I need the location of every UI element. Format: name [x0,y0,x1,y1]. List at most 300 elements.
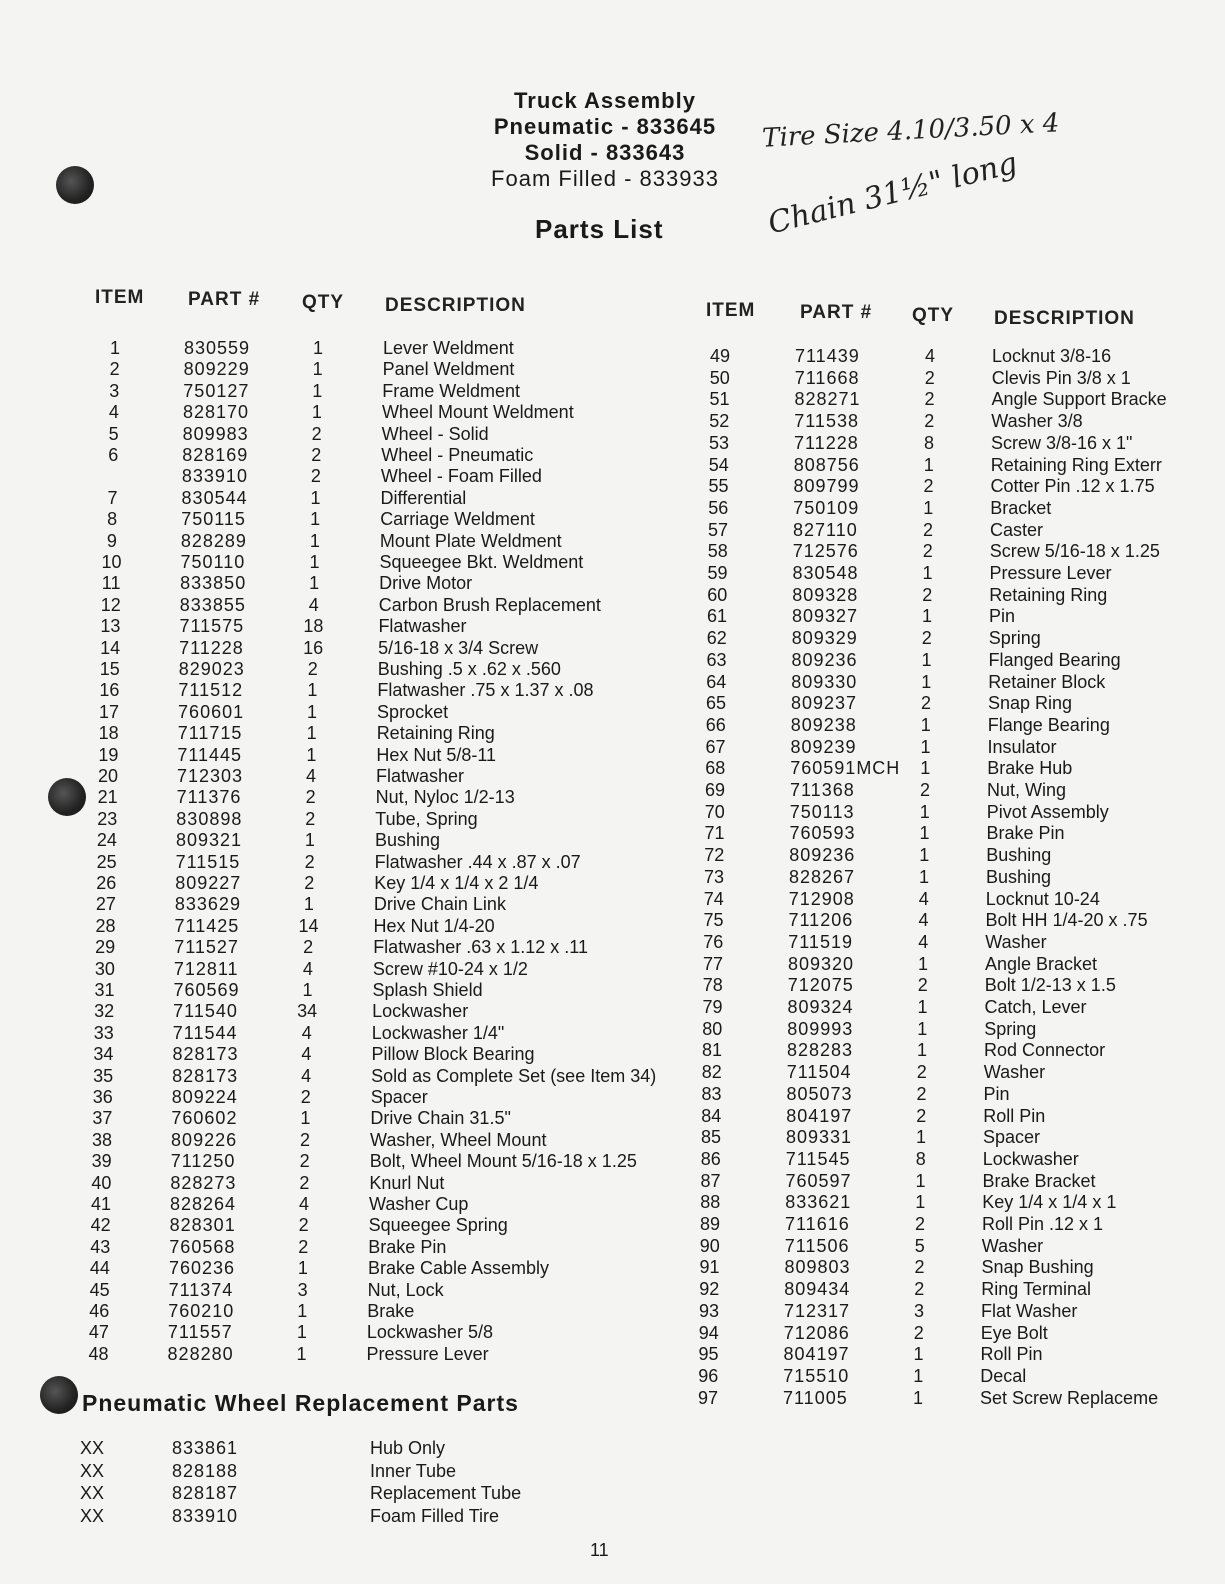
part-number-cell: 804197 [786,1105,853,1126]
description-cell: Brake Hub [987,758,1073,779]
qty-cell: 34 [297,1001,318,1022]
qty-cell: 2 [310,466,321,487]
description-cell: Squeegee Bkt. Weldment [379,552,584,572]
description-cell: Locknut 10-24 [985,888,1100,909]
description-cell: Nut, Lock [367,1279,444,1300]
description-cell: Retaining Ring [376,723,495,744]
part-number-cell: 829023 [178,659,245,679]
qty-cell: 4 [308,594,319,615]
description-cell: Washer [985,931,1047,952]
qty-cell: 2 [307,659,318,679]
qty-cell: 1 [916,1040,927,1061]
part-number-cell: 711515 [175,851,241,872]
qty-cell: 2 [913,1322,924,1343]
qty-cell: 2 [914,1257,925,1278]
column-header-qty: QTY [912,305,955,326]
description-cell: Bushing .5 x .62 x .560 [377,659,561,679]
item-cell: 73 [703,866,725,887]
qty-cell: 1 [923,454,934,475]
description-cell: Retainer Block [988,671,1106,692]
description-cell: Lever Weldment [383,338,514,358]
description-cell: Lockwasher 5/8 [366,1322,493,1343]
qty-cell: 1 [309,530,320,551]
description-cell: Lockwasher [372,1001,469,1022]
item-cell: 91 [699,1257,720,1278]
description-cell: Frame Weldment [382,380,521,401]
qty-cell: 2 [300,1129,311,1150]
description-cell: Nut, Wing [987,780,1067,800]
description-cell: Washer, Wheel Mount [370,1129,547,1150]
title-block [440,88,770,192]
description-cell: Brake Cable Assembly [367,1258,550,1279]
part-number-cell: 760210 [168,1301,235,1321]
part-number-cell: 809327 [792,606,859,627]
page-title: Parts List [535,214,664,244]
part-number-cell: 828289 [180,530,247,551]
part-number-cell: 711206 [788,910,854,931]
item-cell: 85 [700,1127,722,1148]
item-cell: 31 [94,980,115,1000]
item-cell: 49 [709,346,731,366]
part-number-cell: 827110 [793,519,858,540]
description-cell: Insulator [987,736,1057,757]
part-number-cell: 809226 [171,1129,238,1150]
part-number-cell: 828301 [169,1215,236,1236]
item-cell: 36 [92,1087,113,1107]
qty-cell: 4 [302,958,313,979]
qty-cell: 4 [924,346,935,366]
part-number-cell: 711557 [167,1322,233,1343]
item-cell: 38 [92,1129,113,1150]
item-cell: 69 [704,780,726,800]
part-number-cell: 711439 [795,346,860,366]
item-cell: 44 [89,1258,110,1279]
description-cell: Bolt, Wheel Mount 5/16-18 x 1.25 [369,1151,637,1172]
qty-cell: 1 [309,552,320,572]
title-line: Solid - 833643 [524,140,686,165]
item-cell: 97 [697,1387,719,1408]
item-cell: 25 [96,851,117,872]
qty-cell: 4 [918,888,929,909]
part-number-cell: 833621 [785,1192,852,1213]
qty-cell: 1 [312,338,323,358]
part-number-cell: 828187 [172,1483,239,1503]
qty-cell: 4 [305,766,316,786]
description-cell: Washer 3/8 [991,411,1083,432]
description-cell: Catch, Lever [984,997,1087,1017]
qty-cell: 1 [913,1344,924,1365]
column-header-description: DESCRIPTION [994,308,1135,329]
part-number-cell: 830544 [181,487,248,508]
part-number-cell: 750127 [183,380,250,401]
description-cell: Flatwasher .75 x 1.37 x .08 [377,680,594,701]
qty-cell: 2 [300,1087,311,1107]
part-number-cell: 711512 [178,680,244,701]
part-number-cell: 760591MCH [790,758,901,779]
qty-cell: 5 [914,1235,925,1256]
item-cell: 15 [99,659,120,679]
part-number-cell: 760568 [169,1236,236,1257]
item-cell: 2 [109,359,120,380]
qty-cell: 2 [305,787,316,808]
item-cell: 27 [95,894,116,915]
qty-cell: 4 [301,1065,312,1086]
qty-cell: 1 [921,671,932,692]
item-cell: XX [79,1438,104,1458]
part-number-cell: 750113 [789,801,855,822]
item-cell: 42 [90,1215,111,1236]
description-cell: Pin [983,1083,1010,1104]
item-cell: 8 [107,509,118,530]
qty-cell: 2 [917,975,928,996]
description-cell: Ring Terminal [981,1279,1091,1300]
qty-cell: 1 [306,744,317,765]
part-number-cell: 711538 [794,411,859,432]
part-number-cell: 750115 [181,509,246,530]
description-cell: Sprocket [377,701,449,722]
part-number-cell: 809320 [788,953,855,974]
item-cell: 64 [706,671,727,692]
part-number-cell: 711519 [788,931,853,952]
item-cell: 9 [106,530,117,551]
part-number-cell: 809328 [792,584,859,605]
item-cell: 56 [708,497,729,518]
item-cell: 62 [706,628,727,649]
item-cell: 45 [89,1279,110,1300]
description-cell: Angle Support Bracke [991,389,1167,410]
description-cell: Flatwasher [378,616,467,637]
qty-cell: 1 [312,359,323,380]
item-cell: 57 [707,519,729,540]
part-number-cell: 809993 [787,1018,854,1039]
item-cell: 28 [95,915,116,936]
item-cell: 58 [707,541,728,562]
description-cell: Pressure Lever [989,563,1112,583]
title-line: Truck Assembly [514,88,696,113]
handwritten-note: Tire Size 4.10/3.50 x 4 [761,108,1061,154]
qty-cell: 2 [303,937,314,958]
qty-cell: 4 [918,910,929,931]
description-cell: Pillow Block Bearing [371,1044,535,1065]
qty-cell: 2 [298,1236,309,1257]
description-cell: Mount Plate Weldment [379,530,562,551]
description-cell: Knurl Nut [369,1172,445,1193]
part-number-cell: 711540 [173,1001,238,1022]
description-cell: Differential [380,487,467,508]
qty-cell: 1 [920,714,931,735]
description-cell: Bushing [986,866,1052,887]
part-number-cell: 830898 [176,808,243,829]
description-cell: Screw #10-24 x 1/2 [372,958,528,979]
qty-cell: 2 [922,541,933,562]
part-number-cell: 809324 [787,997,854,1017]
description-cell: Flatwasher .44 x .87 x .07 [374,851,581,872]
qty-cell: 14 [298,915,319,936]
qty-cell: 1 [310,487,321,508]
description-cell: Retaining Ring Exterr [990,454,1162,475]
qty-cell: 2 [922,584,933,605]
part-number-cell: 828283 [787,1040,854,1061]
part-number-cell: 711527 [174,937,239,958]
part-number-cell: 809983 [182,423,249,444]
item-cell: 39 [91,1151,112,1172]
qty-cell: 18 [303,616,324,637]
description-cell: Pressure Lever [366,1343,489,1364]
item-cell: 90 [699,1235,720,1256]
item-cell: 30 [94,958,115,979]
qty-cell: 8 [923,432,934,453]
part-number-cell: 809236 [789,845,856,866]
description-cell: Snap Ring [988,693,1073,714]
item-cell: 65 [705,693,727,714]
qty-cell: 2 [922,519,933,540]
qty-cell: 1 [923,497,934,518]
description-cell: Roll Pin .12 x 1 [982,1214,1104,1234]
description-cell: Locknut 3/8-16 [992,346,1112,366]
item-cell: 87 [700,1170,721,1191]
part-number-cell: 828173 [172,1065,239,1086]
qty-cell: 1 [311,402,322,423]
description-cell: Hub Only [370,1438,446,1458]
qty-cell: 4 [301,1044,312,1065]
item-cell: 23 [97,808,118,829]
description-cell: Flatwasher .63 x 1.12 x .11 [373,937,588,958]
part-number-cell: 711005 [783,1387,848,1408]
qty-cell: 2 [304,873,315,893]
part-number-cell: 712075 [787,975,854,996]
part-number-cell: 828170 [182,402,250,423]
qty-cell: 2 [914,1279,925,1300]
item-cell: XX [79,1460,104,1481]
description-cell: Washer Cup [369,1194,469,1214]
description-cell: Spring [988,628,1041,649]
item-cell: 10 [101,552,122,572]
part-number-cell: 833850 [180,573,247,594]
item-cell: 67 [705,736,726,757]
qty-cell: 1 [919,801,930,822]
part-number-cell: 711715 [177,723,243,744]
item-cell: 19 [98,744,119,765]
part-number-cell: 833910 [172,1505,239,1526]
item-cell: 43 [90,1236,111,1257]
qty-cell: 2 [924,389,935,410]
part-number-cell: 828188 [172,1460,239,1481]
description-cell: Bushing [374,830,440,851]
part-number-cell: 809331 [786,1127,853,1148]
description-cell: Screw 5/16-18 x 1.25 [989,541,1160,562]
column-header-item: ITEM [706,300,756,321]
item-cell: 1 [109,338,120,358]
section-title: Pneumatic Wheel Replacement Parts [82,1390,519,1416]
qty-cell: 2 [311,423,322,444]
description-cell: Spring [984,1018,1037,1039]
qty-cell: 1 [919,845,930,866]
qty-cell: 2 [924,367,935,388]
description-cell: Retaining Ring [989,584,1108,605]
qty-cell: 1 [915,1127,926,1148]
qty-cell: 3 [297,1279,308,1300]
part-number-cell: 809321 [175,830,243,851]
item-cell: 80 [702,1018,723,1039]
description-cell: Snap Bushing [981,1257,1094,1278]
qty-cell: 2 [924,411,935,432]
part-number-cell: 760593 [789,823,856,844]
qty-cell: 16 [303,637,324,658]
qty-cell: 2 [299,1172,310,1193]
qty-cell: 2 [914,1214,925,1234]
part-number-cell: 809434 [784,1279,851,1300]
description-cell: Eye Bolt [980,1322,1048,1343]
part-number-cell: 828173 [172,1044,239,1065]
description-cell: Roll Pin [983,1105,1046,1126]
part-number-cell: 760597 [785,1170,852,1191]
part-number-cell: 711228 [179,637,244,658]
punch-hole [40,1376,78,1414]
item-cell: XX [79,1505,104,1526]
item-cell: 81 [701,1040,723,1061]
item-cell: 71 [704,823,725,844]
description-cell: Brake Pin [368,1236,447,1257]
qty-cell: 2 [920,693,931,714]
description-cell: Flange Bearing [987,714,1110,735]
part-number-cell: 711544 [172,1022,238,1043]
part-number-cell: 760602 [171,1108,238,1129]
part-number-cell: 828264 [170,1194,237,1214]
description-cell: Flat Washer [981,1300,1078,1321]
item-cell: 6 [108,445,119,465]
description-cell: Sold as Complete Set (see Item 34) [371,1065,657,1086]
part-number-cell: 828267 [789,866,856,887]
description-cell: Angle Bracket [985,953,1098,974]
qty-cell: 1 [310,509,321,530]
item-cell: 82 [701,1062,722,1083]
part-number-cell: 760569 [173,980,240,1000]
item-cell: 18 [98,723,119,744]
description-cell: Wheel - Foam Filled [380,466,542,487]
item-cell: 35 [93,1065,114,1086]
qty-cell: 1 [921,606,932,627]
part-number-cell: 712811 [173,958,239,979]
part-number-cell: 828271 [794,389,861,410]
part-number-cell: 809329 [791,628,858,649]
part-number-cell: 830548 [792,563,859,583]
qty-cell: 1 [309,573,320,594]
description-cell: Carbon Brush Replacement [378,594,601,615]
description-cell: Bolt HH 1/4-20 x .75 [985,910,1148,931]
description-cell: Squeegee Spring [368,1215,508,1236]
part-number-cell: 711368 [790,780,855,800]
qty-cell: 4 [918,931,929,952]
part-number-cell: 711376 [176,787,242,808]
description-cell: 5/16-18 x 3/4 Screw [378,637,539,658]
part-number-cell: 809330 [791,671,858,692]
part-number-cell: 809799 [793,476,860,497]
item-cell: 48 [88,1343,109,1364]
item-cell: 70 [704,801,725,822]
qty-cell: 1 [919,823,930,844]
part-number-cell: 805073 [786,1083,853,1104]
part-number-cell: 828169 [182,445,249,465]
description-cell: Inner Tube [370,1460,457,1481]
part-number-cell: 833861 [172,1438,239,1458]
description-cell: Foam Filled Tire [370,1505,500,1526]
part-number-cell: 750110 [180,552,246,572]
item-cell: 50 [709,367,730,388]
item-cell: 37 [92,1108,113,1129]
item-cell: 41 [90,1194,112,1214]
part-number-cell: 715510 [783,1365,850,1386]
description-cell: Lockwasher [982,1148,1079,1169]
qty-cell: 1 [920,736,931,757]
qty-cell: 1 [915,1170,926,1191]
description-cell: Screw 3/8-16 x 1" [991,432,1133,453]
item-cell: 86 [700,1148,721,1169]
description-cell: Washer [983,1062,1046,1083]
item-cell: 79 [702,997,723,1017]
description-cell: Wheel Mount Weldment [381,402,574,423]
qty-cell: 1 [918,866,929,887]
item-cell: 13 [100,616,121,637]
part-number-cell: 711445 [177,744,243,765]
part-number-cell: 833855 [179,594,246,615]
description-cell: Caster [990,519,1044,540]
qty-cell: 4 [298,1194,309,1214]
part-number-cell: 712908 [788,888,855,909]
item-cell: 93 [698,1300,720,1321]
qty-cell: 8 [915,1148,926,1169]
item-cell: 5 [108,423,119,444]
part-number-cell: 809224 [171,1087,238,1107]
item-cell: 47 [88,1322,109,1343]
description-cell: Key 1/4 x 1/4 x 1 [982,1192,1117,1213]
column-header-qty: QTY [302,292,345,313]
description-cell: Hex Nut 1/4-20 [373,915,495,936]
qty-cell: 2 [923,476,934,497]
item-cell: 78 [702,975,723,996]
qty-cell: 2 [311,445,322,465]
qty-cell: 1 [296,1322,307,1343]
qty-cell: 3 [913,1300,924,1321]
qty-cell: 2 [916,1062,927,1083]
part-number-cell: 711374 [168,1279,234,1300]
part-number-cell: 750109 [793,497,860,518]
description-cell: Replacement Tube [370,1483,522,1503]
part-number-cell: 711504 [786,1062,852,1083]
item-cell: 54 [708,454,729,475]
description-cell: Spacer [983,1127,1041,1148]
qty-cell: 1 [307,680,318,701]
item-cell: 26 [96,873,117,893]
part-number-cell: 809229 [183,359,250,380]
item-cell: 7 [107,487,118,508]
item-cell: 33 [93,1022,114,1043]
item-cell: 68 [705,758,726,779]
part-number-cell: 760236 [168,1258,236,1279]
description-cell: Hex Nut 5/8-11 [376,744,497,765]
part-number-cell: 830559 [184,338,251,358]
handwritten-note: Chain 31½" long [764,145,1021,242]
qty-cell: 1 [920,758,931,779]
description-cell: Set Screw Replaceme [980,1387,1159,1408]
description-cell: Key 1/4 x 1/4 x 2 1/4 [374,873,539,893]
part-number-cell: 808756 [793,454,860,475]
item-cell: 51 [709,389,730,410]
part-number-cell: 711228 [794,432,859,453]
part-number-cell: 833910 [181,466,248,487]
qty-cell: 1 [917,953,928,974]
description-cell: Pin [989,606,1016,627]
item-cell: 66 [705,714,726,735]
